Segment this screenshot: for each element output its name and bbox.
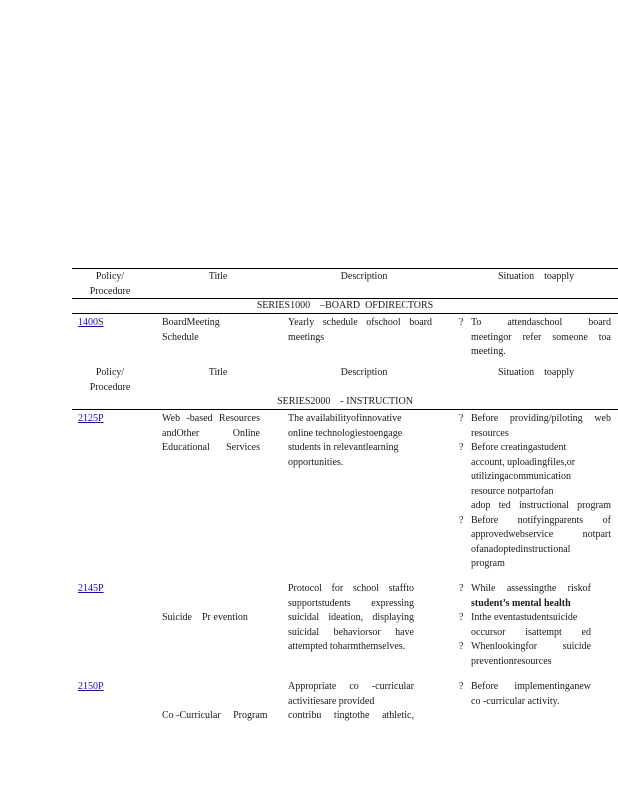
row-situations — [459, 316, 611, 360]
situation-item: ? Before implementinganew co -curricular activity. — [459, 680, 611, 709]
situation-item: ? Inthe eventastudentsuicide occursor isattempt ed — [459, 611, 611, 640]
situation-item: ? Before notifyingparents of approvedwebservice notpart ofanadoptedinstructional program — [459, 514, 611, 572]
series2000-rule — [72, 409, 618, 410]
situation-item: ? Whenlookingfor suicide preventionresources — [459, 640, 611, 669]
row-title: Co -Curricular Program — [162, 710, 268, 721]
header-repeat-policy: Policy/ Procedure — [89, 367, 131, 393]
row-situations — [459, 680, 611, 709]
situation-item: ? Before providing/piloting web resources — [459, 412, 611, 441]
header-description: Description — [340, 271, 388, 282]
bullet-icon: ? — [459, 612, 464, 623]
bullet-icon: ? — [459, 317, 464, 328]
header-repeat-situation: Situation toapply — [498, 367, 575, 378]
series2000-heading: SERIES2000 - INSTRUCTION — [277, 396, 413, 407]
bullet-icon: ? — [459, 641, 464, 652]
header-repeat-title: Title — [208, 367, 228, 378]
row-description: The availabilityofinnovative online technologiestoengage students in relevantlearning opportunities. — [288, 413, 403, 468]
row-description: Protocol for school staffto supportstudents expressing suicidal ideation, displaying suicidal behaviorsor have attempted toharmthemselves. — [288, 583, 414, 652]
policy-code-link[interactable]: 1400S — [78, 317, 104, 328]
header-situation: Situation toapply — [498, 271, 575, 282]
policy-code-link[interactable]: 2125P — [78, 413, 104, 424]
row-situations — [459, 582, 611, 669]
policy-code-link[interactable]: 2145P — [78, 583, 104, 594]
series1000-heading: SERIES1000 –BOARD OFDIRECTORS — [256, 300, 434, 311]
bullet-icon: ? — [459, 442, 464, 453]
table-top-rule — [72, 268, 618, 269]
row-description: Yearly schedule ofschool board meetings — [288, 317, 432, 343]
bullet-icon: ? — [459, 514, 464, 526]
bullet-icon: ? — [459, 583, 464, 594]
situation-item: ? To attendaschool board meetingor refer someone toa meeting. — [459, 316, 611, 360]
situation-item: ? Before creatingastudent account, uploadingfiles,or utilizingacommunication resource notpartofan adop ted instructional program — [459, 441, 611, 514]
situation-item: ? While assessingthe riskof student’s mental health — [459, 582, 611, 611]
row-title: Suicide Pr evention — [162, 612, 248, 623]
row-title: BoardMeeting Schedule — [162, 317, 220, 343]
header-repeat-description: Description — [340, 367, 388, 378]
bullet-icon: ? — [459, 681, 464, 692]
header-title: Title — [208, 271, 228, 282]
bullet-icon: ? — [459, 413, 464, 424]
row-situations — [459, 412, 611, 572]
header-policy: Policy/ Procedure — [89, 271, 131, 297]
row-title: Web -based Resources andOther Online Educational Services — [162, 413, 260, 453]
row-description: Appropriate co -curricular activitiesare provided contribu tingtothe athletic, — [288, 681, 414, 721]
policy-code-link[interactable]: 2150P — [78, 681, 104, 692]
